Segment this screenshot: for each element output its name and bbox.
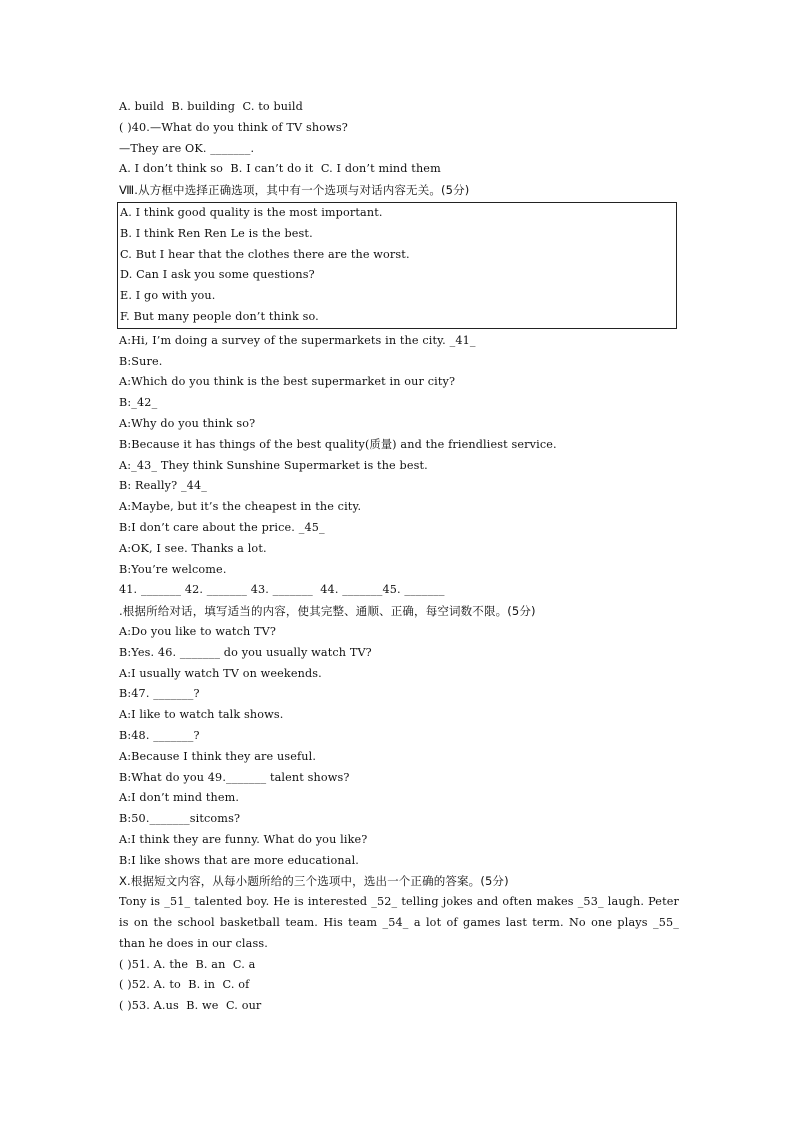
dialogue-line: B: Really? _44_ [119,479,207,493]
q40-question: ( )40.—What do you think of TV shows? [119,120,348,134]
q39-options: A. build B. building C. to build [119,100,303,113]
dialogue-line: A:OK, I see. Thanks a lot. [119,541,267,555]
section10-heading: X.根据短文内容，从每小题所给的三个选项中，选出一个正确的答案。(5分) [119,874,509,889]
option-c: C. But I hear that the clothes there are the worst. [120,247,410,261]
dialogue-line: A:Do you like to watch TV? [119,624,277,638]
answer-blanks-41-45: 41. _______ 42. _______ 43. _______ 44. _______45. _______ [119,583,445,597]
dialogue-line: A:Maybe, but it’s the cheapest in the city. [119,500,362,514]
dialogue-line: B:_42_ [119,396,158,410]
cloze-passage: Tony is _51_ talented boy. He is interested _52_ telling jokes and often makes _53_ laugh. Peter is on the school basketball team. His team _54_ a lot of games last term. No one plays _55_ than he does in our class. [119,895,679,950]
dialogue-line: A:I don’t mind them. [119,791,240,805]
q52-options: ( )52. A. to B. in C. of [119,978,250,992]
q40-response: —They are OK. _______. [119,141,255,155]
dialogue-line: B:47. _______? [119,687,200,701]
dialogue-line: B:You’re welcome. [119,562,227,576]
dialogue-line: A:I think they are funny. What do you like? [119,832,368,846]
option-f: F. But many people don’t think so. [120,309,319,323]
q40-options: A. I don’t think so B. I can’t do it C. I don’t mind them [119,162,441,176]
exam-page [119,97,679,1017]
option-b: B. I think Ren Ren Le is the best. [120,226,313,240]
dialogue-line: B:Yes. 46. _______ do you usually watch TV? [119,645,372,659]
dialogue-line: B:Because it has things of the best quality(质量) and the friendliest service. [119,437,557,451]
dialogue-line: B:I like shows that are more educational. [119,853,360,867]
dialogue-line: B:What do you 49._______ talent shows? [119,770,350,784]
dialogue-line: A:Because I think they are useful. [119,749,317,763]
section9-heading: .根据所给对话，填写适当的内容，使其完整、通顺、正确，每空词数不限。(5分) [119,604,536,619]
dialogue-line: B:Sure. [119,354,163,368]
section8-heading: Ⅷ.从方框中选择正确选项，其中有一个选项与对话内容无关。(5分) [119,183,470,198]
option-d: D. Can I ask you some questions? [120,268,315,282]
option-a: A. I think good quality is the most important. [120,205,383,219]
dialogue-line: A:I usually watch TV on weekends. [119,666,322,680]
dialogue-line: B:I don’t care about the price. _45_ [119,520,325,534]
dialogue-line: B:48. _______? [119,728,200,742]
dialogue-line: A:Which do you think is the best supermarket in our city? [119,375,456,389]
dialogue-line: B:50._______sitcoms? [119,812,241,826]
q51-options: ( )51. A. the B. an C. a [119,957,256,971]
dialogue-line: A:Hi, I’m doing a survey of the supermarkets in the city. _41_ [119,333,476,347]
dialogue-line: A:Why do you think so? [119,416,256,430]
dialogue-line: A:_43_ They think Sunshine Supermarket is the best. [119,458,428,472]
option-e: E. I go with you. [120,289,216,303]
dialogue-line: A:I like to watch talk shows. [119,708,284,722]
option-box [117,202,677,329]
q53-options: ( )53. A.us B. we C. our [119,999,262,1013]
